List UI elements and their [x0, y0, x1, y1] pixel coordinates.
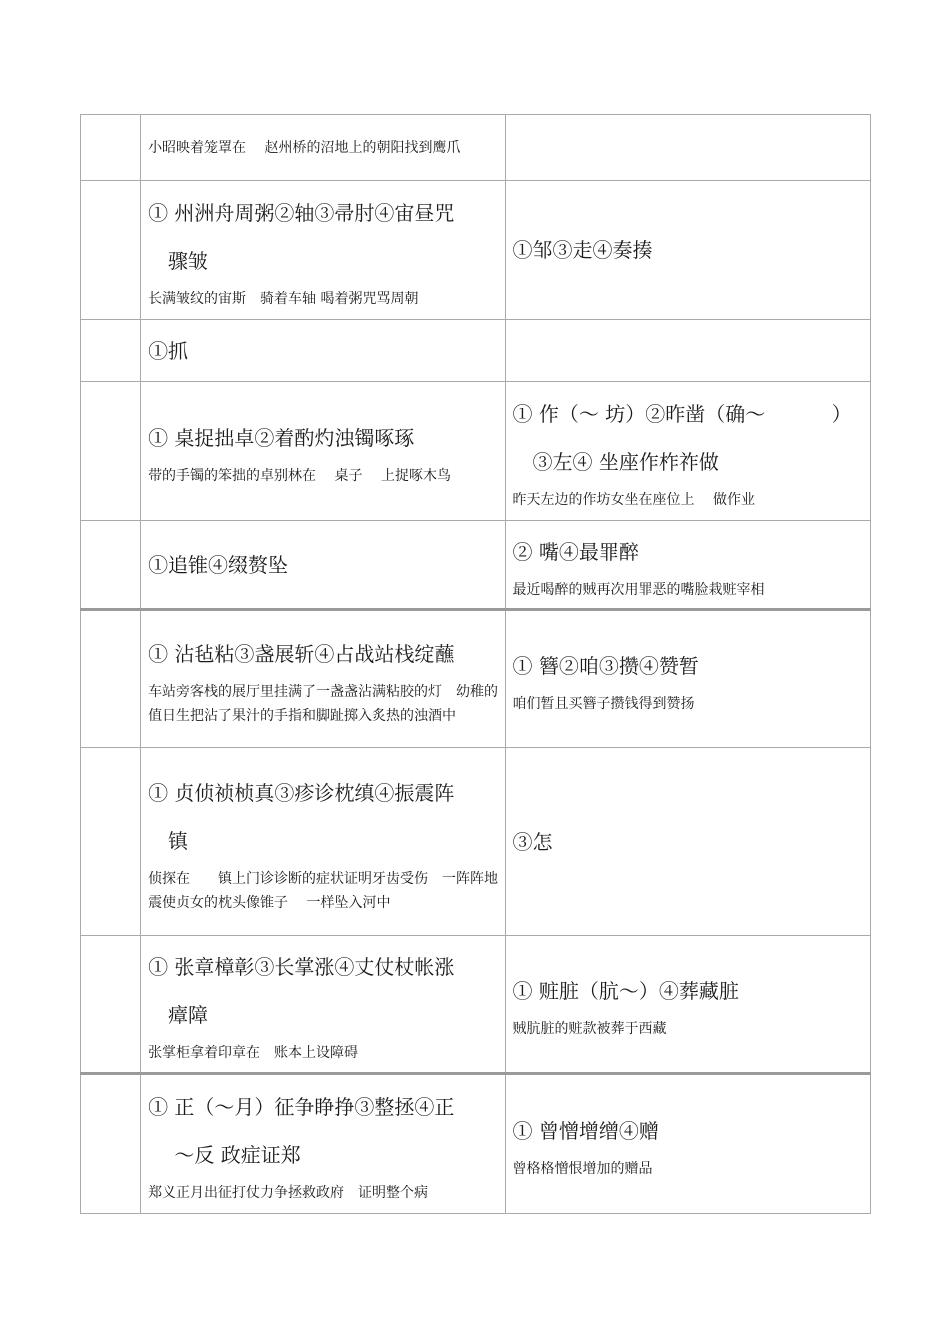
mnemonic-text: 带的手镯的笨拙的卓别林在 桌子 上捉啄木鸟	[148, 468, 451, 484]
table-row	[81, 115, 871, 181]
main-line: ① 曾憎增缯④赠	[512, 1119, 659, 1143]
right-cell	[505, 320, 870, 382]
row-index-cell	[81, 382, 141, 521]
left-cell	[141, 382, 505, 521]
main-line: ② 嘴④最罪醉	[512, 539, 639, 564]
row-index-cell	[81, 748, 141, 936]
mnemonic-text: 贼肮脏的赃款被葬于西藏	[512, 1021, 667, 1037]
table-row	[81, 382, 871, 521]
left-cell	[141, 181, 505, 320]
main-line: ① 正（～月）征争睁挣③整拯④正	[148, 1095, 455, 1119]
row-index-cell	[81, 521, 141, 610]
main-line: ① 作（～ 坊）②昨凿（确～ ）	[512, 402, 852, 426]
row-index-cell	[81, 181, 141, 320]
right-cell	[505, 181, 870, 320]
mnemonic-text: 昨天左边的作坊女坐在座位上 做作业	[512, 492, 755, 508]
right-cell	[505, 748, 870, 936]
main-line: ①邹③走④奏揍	[512, 238, 653, 262]
main-line: ① 州洲舟周粥②轴③帚肘④宙昼咒	[148, 201, 455, 225]
main-line: ① 桌捉拙卓②着酌灼浊镯啄琢	[148, 426, 415, 450]
main-line: ③左④ 坐座作柞祚做	[512, 450, 719, 474]
main-line: ～反 政症证郑	[148, 1143, 301, 1167]
mnemonic-text: 小昭映着笼罩在 赵州桥的沼地上的朝阳找到鹰爪	[148, 139, 461, 156]
table-row	[81, 320, 871, 382]
row-index-cell	[81, 115, 141, 181]
main-line: ① 张章樟彰③长掌涨④丈仗杖帐涨	[148, 955, 455, 979]
mnemonic-text: 侦探在 镇上门诊诊断的症状证明牙齿受伤 一阵阵地震使贞女的枕头像锥子 一样坠入河中	[148, 870, 499, 911]
mnemonic-text: 郑义正月出征打仗力争拯救政府 证明整个病	[148, 1185, 429, 1201]
left-cell	[141, 936, 505, 1074]
table-row	[81, 748, 871, 936]
table-row	[81, 1074, 871, 1214]
mnemonic-text: 最近喝醉的贼再次用罪恶的嘴脸栽赃宰相	[512, 581, 765, 598]
row-index-cell	[81, 1074, 141, 1214]
table-row	[81, 521, 871, 610]
right-cell	[505, 521, 870, 610]
left-cell	[141, 115, 505, 181]
left-cell	[141, 610, 505, 748]
row-index-cell	[81, 610, 141, 748]
mnemonic-text: 曾格格憎恨增加的赠品	[512, 1161, 653, 1177]
right-cell	[505, 936, 870, 1074]
left-cell	[141, 521, 505, 610]
main-line: ① 沾毡粘③盏展斩④占战站栈绽蘸	[148, 642, 455, 666]
table-row	[81, 181, 871, 320]
right-cell	[505, 610, 870, 748]
row-index-cell	[81, 320, 141, 382]
main-line: 瘴障	[148, 1003, 209, 1027]
right-cell	[505, 382, 870, 521]
main-line: ① 赃脏（肮～）④葬藏脏	[512, 979, 739, 1003]
main-line: 镇	[148, 828, 189, 853]
main-line: 骤皱	[148, 249, 209, 273]
mnemonic-text: 车站旁客栈的展厅里挂满了一盏盏沾满粘胶的灯 幼稚的值日生把沾了果汁的手指和脚趾掷入炙热的浊酒中	[148, 684, 499, 724]
left-cell	[141, 748, 505, 936]
table-row	[81, 610, 871, 748]
row-index-cell	[81, 936, 141, 1074]
main-line: ③怎	[512, 829, 553, 854]
right-cell	[505, 115, 870, 181]
table-body	[81, 115, 871, 1214]
mnemonic-text: 长满皱纹的宙斯 骑着车轴 喝着粥咒骂周朝	[148, 291, 419, 307]
mnemonic-text: 张掌柜拿着印章在 账本上设障碍	[148, 1045, 359, 1061]
mnemonic-text: 咱们暂且买簪子攒钱得到赞扬	[512, 696, 695, 712]
right-cell	[505, 1074, 870, 1214]
left-cell	[141, 1074, 505, 1214]
main-line: ① 簪②咱③攒④赞暂	[512, 654, 699, 678]
vocabulary-table	[80, 114, 871, 1214]
left-cell	[141, 320, 505, 382]
main-line: ①抓	[148, 338, 189, 363]
main-line: ①追锥④缀赘坠	[148, 552, 289, 577]
table-row	[81, 936, 871, 1074]
main-line: ① 贞侦祯桢真③疹诊枕缜④振震阵	[148, 780, 455, 805]
